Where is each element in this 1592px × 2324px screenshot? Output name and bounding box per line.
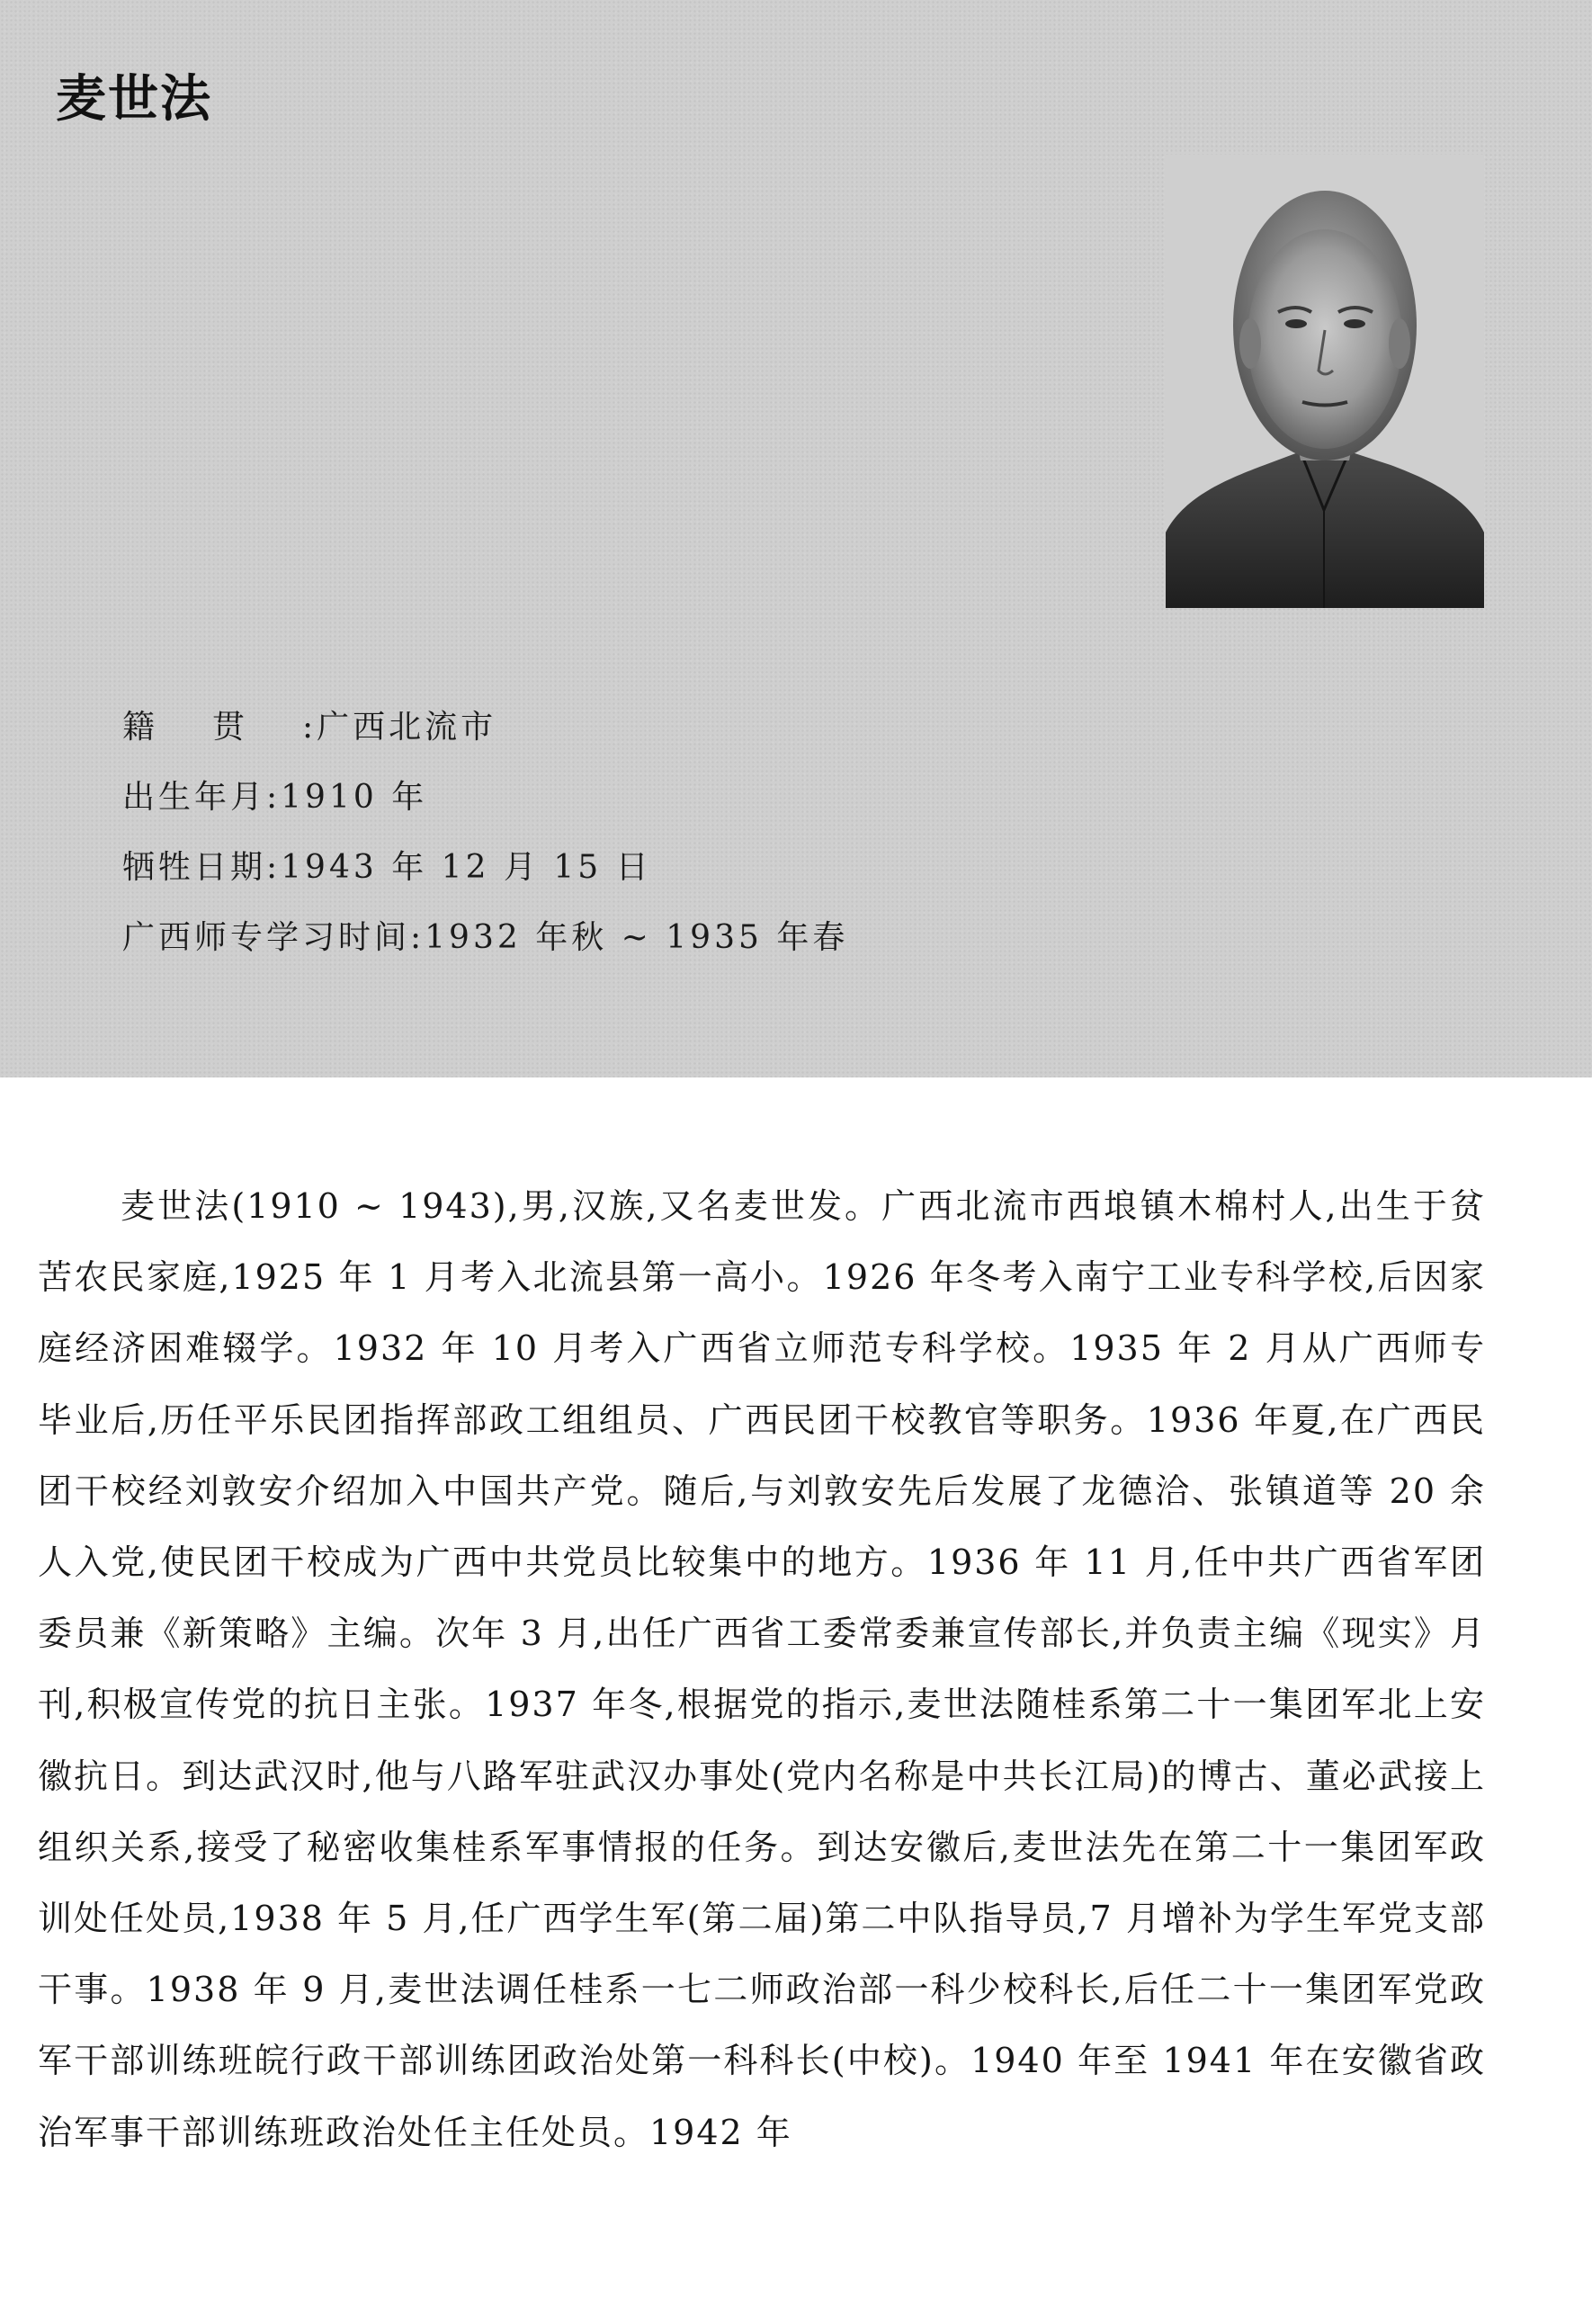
study-value: 1932 年秋 ~ 1935 年春 — [425, 919, 849, 956]
death-label: 牺牲日期 — [122, 849, 267, 886]
biography-paragraph: 麦世法(1910 ~ 1943),男,汉族,又名麦世发。广西北流市西埌镇木棉村人,出生于贫苦农民家庭,1925 年 1 月考入北流县第一高小。1926 年冬考入南宁工业专科学校,后因家庭经济困难辍学。1932 年 10 月考入广西省立师范专科学校。1935 年 2 月从广西师专毕业后,历任平乐民团指挥部政工组组员、广西民团干校教官等职务。1936 年夏,在广西民团干校经刘敦安介绍加入中国共产党。随后,与刘敦安先后发展了龙德洽、张镇道等 20 余人入党,使民团干校成为广西中共党员比较集中的地方。1936 年 11 月,任中共广西省军团委员兼《新策略》主编。次年 3 月,出任广西省工委常委兼宣传部长,并负责主编《现实》月刊,积极宣传党的抗日主张。1937 年冬,根据党的指示,麦世法随桂系第二十一集团军北上安徽抗日。到达武汉时,他与八路军驻武汉办事处(党内名称是中共长江局)的博古、董必武接上组织关系,接受了秘密收集桂系军事情报的任务。到达安徽后,麦世法先在第二十一集团军政训处任处员,1938 年 5 月,任广西学生军(第二届)第二中队指导员,7 月增补为学生军党支部干事。1938 年 9 月,麦世法调任桂系一七二师政治部一科少校科长,后任二十一集团军党政军干部训练班皖行政干部训练团政治处第一科科长(中校)。1940 年至 1941 年在安徽省政治军事干部训练班政治处任主任处员。1942 年 — [38, 1186, 1486, 2152]
separator: : — [410, 919, 425, 956]
hometown-label: 籍贯 — [122, 709, 303, 746]
separator: : — [266, 779, 282, 816]
separator: : — [302, 709, 318, 746]
separator: : — [266, 849, 282, 886]
study-label: 广西师专学习时间 — [122, 919, 411, 956]
info-row-death — [122, 838, 848, 908]
info-block — [122, 698, 848, 979]
info-row-hometown — [122, 698, 848, 768]
info-row-birth — [122, 768, 848, 838]
birth-value: 1910 年 — [281, 779, 428, 816]
page-title: 麦世法 — [56, 70, 212, 129]
hometown-value: 广西北流市 — [317, 709, 497, 746]
death-value: 1943 年 12 月 15 日 — [281, 849, 652, 886]
info-row-study — [122, 908, 848, 979]
portrait-photo — [1166, 155, 1484, 608]
birth-label: 出生年月 — [122, 779, 267, 816]
portrait-image — [1166, 155, 1484, 608]
